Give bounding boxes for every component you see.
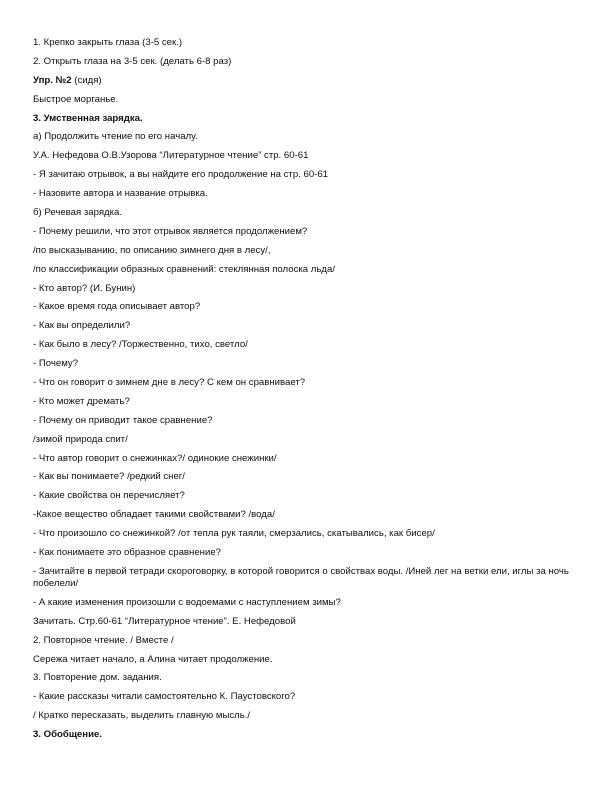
text-line: - Какие рассказы читали самостоятельно К. Паустовского? <box>33 691 296 703</box>
section-heading: 3. Умственная зарядка. <box>33 112 143 124</box>
text-line: 1. Крепко закрыть глаза (3-5 сек.) <box>33 37 183 48</box>
text-line: - Назовите автора и название отрывка. <box>33 188 208 200</box>
section-heading: 3. Обобщение. <box>33 729 102 741</box>
text-line: /по классификации образных сравнений: стеклянная полоска льда/ <box>33 263 335 275</box>
text-line: - Что он говорит о зимнем дне в лесу? С кем он сравнивает? <box>33 377 306 389</box>
text-line: -Какое вещество обладает такими свойствами? /вода/ <box>33 509 275 521</box>
text-line: 2. Открыть глаза на 3-5 сек. (делать 6-8 раз) <box>33 55 232 67</box>
text-line: б) Речевая зарядка. <box>33 207 123 219</box>
text-line: - Кто автор? (И. Бунин) <box>33 282 136 294</box>
text-line: /по высказыванию, по описанию зимнего дня в лесу/, <box>33 244 271 256</box>
text-line: - Зачитайте в первой тетради скороговорку, в которой говорится о свойствах воды. /Иней лег на ветки ели, иглы за ночь побелели/ <box>33 565 569 589</box>
exercise-number: Упр. №2 <box>33 74 72 86</box>
text-line: 3. Повторение дом. задания. <box>33 672 162 684</box>
text-line: У.А. Нефедова О.В.Узорова “Литературное чтение” стр. 60-61 <box>33 150 309 162</box>
text-line: Сережа читает начало, а Алина читает продолжение. <box>33 653 273 665</box>
text-line: - Почему? <box>33 358 79 370</box>
text-line: - Почему он приводит такое сравнение? <box>33 414 213 426</box>
text-line: - Что автор говорит о снежинках?/ одинокие снежинки/ <box>33 452 277 464</box>
text-line: / Кратко пересказать, выделить главную мысль./ <box>33 710 251 722</box>
text-line: Зачитать. Стр.60-61 “Литературное чтение”. Е. Нефедовой <box>33 615 296 627</box>
text-line: - Какое время года описывает автор? <box>33 301 201 313</box>
text-line: - Как понимаете это образное сравнение? <box>33 547 221 559</box>
exercise-heading <box>33 75 578 87</box>
text-line: - Как вы понимаете? /редкий снег/ <box>33 471 185 483</box>
text-line: а) Продолжить чтение по его началу. <box>33 131 198 143</box>
text-line: 2. Повторное чтение. / Вместе / <box>33 634 174 646</box>
text-line: - Как вы определили? <box>33 320 131 332</box>
text-line: - Я зачитаю отрывок, а вы найдите его продолжение на стр. 60-61 <box>33 169 329 181</box>
text-line: Быстрое морганье. <box>33 93 119 105</box>
exercise-note: (сидя) <box>71 74 102 86</box>
text-line: /зимой природа спит/ <box>33 433 128 445</box>
document-body <box>33 37 578 748</box>
text-line: - Как было в лесу? /Торжественно, тихо, светло/ <box>33 339 248 351</box>
text-line: - Что произошло со снежинкой? /от тепла рук таяли, смерзались, скатывались, как бисер/ <box>33 528 435 540</box>
text-line: - А какие изменения произошли с водоемами с наступлением зимы? <box>33 596 341 608</box>
text-line: - Почему решили, что этот отрывок является продолжением? <box>33 225 308 237</box>
text-line: - Какие свойства он перечисляет? <box>33 490 185 502</box>
text-line: - Кто может дремать? <box>33 395 130 407</box>
